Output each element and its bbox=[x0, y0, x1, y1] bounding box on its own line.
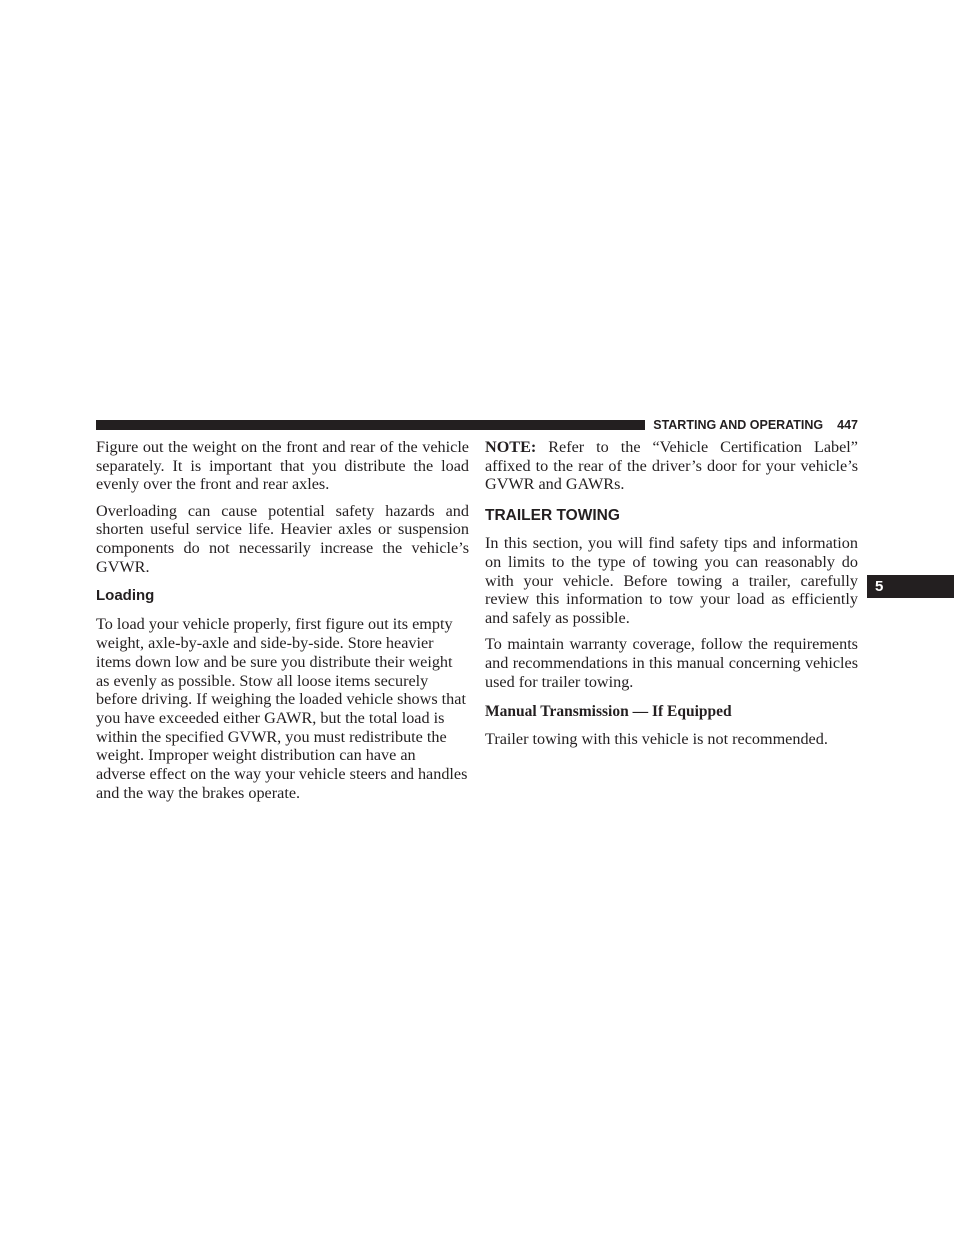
page-number: 447 bbox=[837, 418, 858, 432]
paragraph-not-recommended: Trailer towing with this vehicle is not recommended. bbox=[485, 730, 828, 749]
paragraph-warranty: To maintain warranty coverage, follow the requirements and recommendations in this manual concerning vehicles used for trailer towing. bbox=[485, 635, 858, 691]
note-paragraph bbox=[485, 438, 858, 494]
chapter-tab: 5 bbox=[867, 575, 954, 598]
note-label: NOTE: bbox=[485, 438, 537, 456]
right-column bbox=[485, 438, 858, 756]
paragraph-trailer-intro: In this section, you will find safety tips and information on limits to the type of towing you can reasonably do with your vehicle. Before towing a trailer, carefully review this information to tow your load as efficiently and safely as possible. bbox=[485, 534, 858, 627]
paragraph-overloading: Overloading can cause potential safety hazards and shorten useful service life. Heavier axles or suspension components do not necessarily increase the vehicle’s GVWR. bbox=[96, 501, 469, 576]
left-column bbox=[96, 438, 469, 810]
paragraph-loading: To load your vehicle properly, first figure out its empty weight, axle-by-axle and side-by-side. Store heavier items down low and be sure you distribute their weight as evenly as possible. Stow all loose items securely before driving. If weighing the loaded vehicle shows that you have exceeded either GAWR, but the total load is within the specified GVWR, you must redistribute the weight. Improper weight distribution can have an adverse effect on the way your vehicle steers and handles and the way the brakes operate. bbox=[96, 615, 468, 802]
note-text: Refer to the “Vehicle Certification Label” affixed to the rear of the driver’s door for your vehicle’s GVWR and GAWRs. bbox=[485, 438, 858, 494]
paragraph-weight-distribution: Figure out the weight on the front and rear of the vehicle separately. It is important that you distribute the load evenly over the front and rear axles. bbox=[96, 438, 469, 494]
header-rule bbox=[96, 420, 645, 430]
running-header bbox=[652, 417, 858, 433]
heading-trailer-towing: TRAILER TOWING bbox=[485, 507, 620, 525]
heading-manual-transmission: Manual Transmission — If Equipped bbox=[485, 703, 732, 721]
section-title: STARTING AND OPERATING bbox=[653, 418, 824, 432]
heading-loading: Loading bbox=[96, 587, 155, 605]
